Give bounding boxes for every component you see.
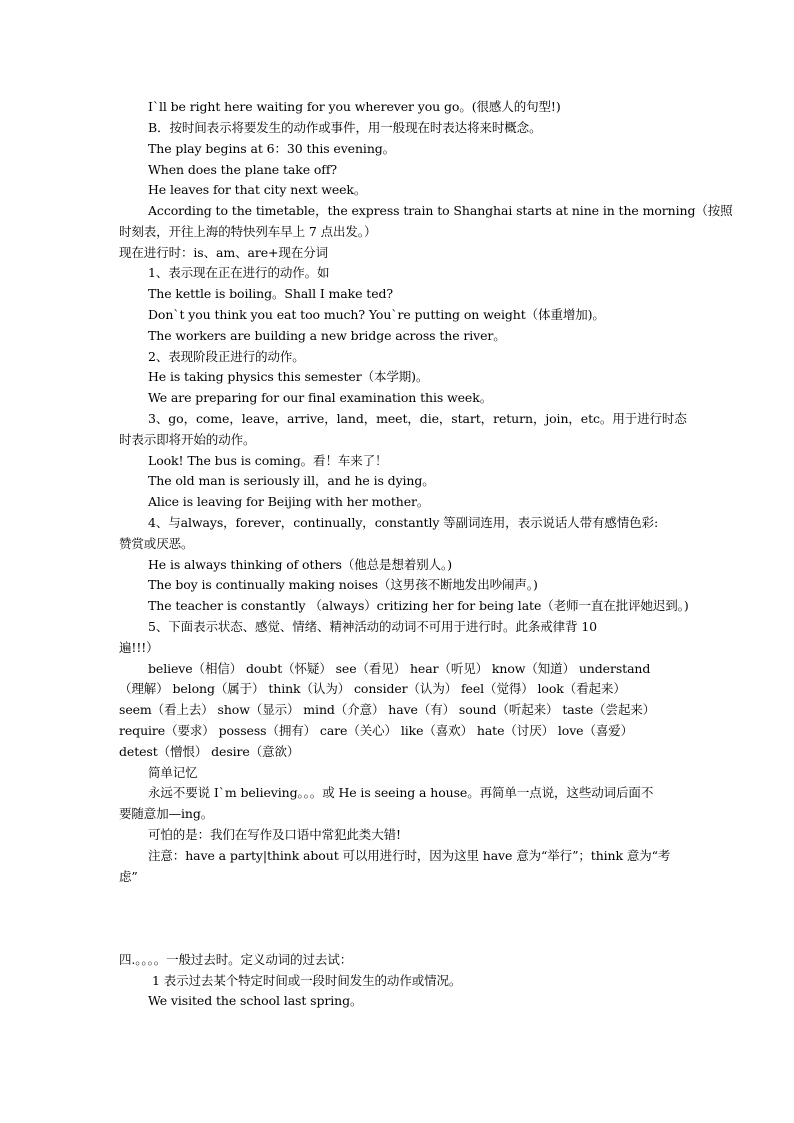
text-line: 4、与always，forever，continually，constantly 等副词连用，表示说话人带有感情色彩: xyxy=(148,515,659,530)
text-line: We are preparing for our final examination this week。 xyxy=(148,390,493,405)
text-line: The kettle is boiling。Shall I make ted? xyxy=(148,286,394,301)
text-line: The boy is continually making noises（这男孩不断地发出吵闹声。) xyxy=(148,577,538,592)
text-line: 可怕的是：我们在写作及口语中常犯此类大错! xyxy=(148,827,401,842)
text-line: 注意：have a party|think about 可以用进行时，因为这里 have 意为“举行”；think 意为“考 xyxy=(148,848,671,863)
text-line: 1 表示过去某个特定时间或一段时间发生的动作或情况。 xyxy=(152,973,462,988)
text-line: He is taking physics this semester（本学期)。 xyxy=(148,369,429,384)
text-line: 时表示即将开始的动作。 xyxy=(119,432,256,447)
text-line: 1、表示现在正在进行的动作。如 xyxy=(148,265,330,280)
text-line: 遍!!!） xyxy=(119,640,159,655)
text-line: We visited the school last spring。 xyxy=(148,993,363,1008)
text-line: 虑” xyxy=(119,869,138,884)
text-line: Alice is leaving for Beijing with her mother。 xyxy=(148,494,430,509)
text-line: detest（憎恨） desire（意欲） xyxy=(119,744,300,759)
text-line: I`ll be right here waiting for you wherever you go。(很感人的句型!) xyxy=(148,99,561,114)
text-line: believe（相信） doubt（怀疑） see（看见） hear（听见） know（知道） understand xyxy=(148,661,651,676)
text-line: When does the plane take off? xyxy=(148,162,337,177)
text-line: 永远不要说 I`m believing。。。或 He is seeing a house。再简单一点说，这些动词后面不 xyxy=(148,785,654,800)
text-line: 要随意加—ing。 xyxy=(119,806,214,821)
text-line: 5、下面表示状态、感觉、情绪、精神活动的动词不可用于进行时。此条戒律背 10 xyxy=(148,619,598,634)
text-line: The old man is seriously ill，and he is dying。 xyxy=(148,473,435,488)
text-line: Don`t you think you eat too much? You`re putting on weight（体重增加)。 xyxy=(148,307,605,322)
text-line: The play begins at 6：30 this evening。 xyxy=(148,141,396,156)
text-line: require（要求） possess（拥有） care（关心） like（喜欢） hate（讨厌） love（喜爱） xyxy=(119,723,634,738)
text-line: 赞赏或厌恶。 xyxy=(119,536,194,551)
text-line: （理解） belong（属于） think（认为） consider（认为） feel（觉得） look（看起来） xyxy=(119,681,626,696)
section-heading: 简单记忆 xyxy=(148,765,198,780)
text-line: The teacher is constantly （always）critizing her for being late（老师一直在批评她迟到。) xyxy=(148,598,689,613)
text-line: 2、表现阶段正进行的动作。 xyxy=(148,349,305,364)
text-line: 3、go，come，leave，arrive，land，meet，die，start，return，join，etc。用于进行时态 xyxy=(148,411,687,426)
text-line: B．按时间表示将要发生的动作或事件，用一般现在时表达将来时概念。 xyxy=(148,120,542,135)
text-line: seem（看上去） show（显示） mind（介意） have（有） sound（听起来） taste（尝起来） xyxy=(119,702,656,717)
section-heading: 现在进行时：is、am、are+现在分词 xyxy=(119,245,329,260)
text-line: He leaves for that city next week。 xyxy=(148,182,367,197)
text-line: The workers are building a new bridge across the river。 xyxy=(148,328,506,343)
text-line: Look! The bus is coming。看！车来了！ xyxy=(148,453,388,468)
text-line: According to the timetable，the express train to Shanghai starts at nine in the morning（按照 xyxy=(148,203,733,218)
text-line: He is always thinking of others（他总是想着别人。) xyxy=(148,557,452,572)
text-line: 时刻表，开往上海的特快列车早上 7 点出发。） xyxy=(119,224,377,239)
section-heading: 四.。。。。一般过去时。定义动词的过去试： xyxy=(119,952,353,967)
